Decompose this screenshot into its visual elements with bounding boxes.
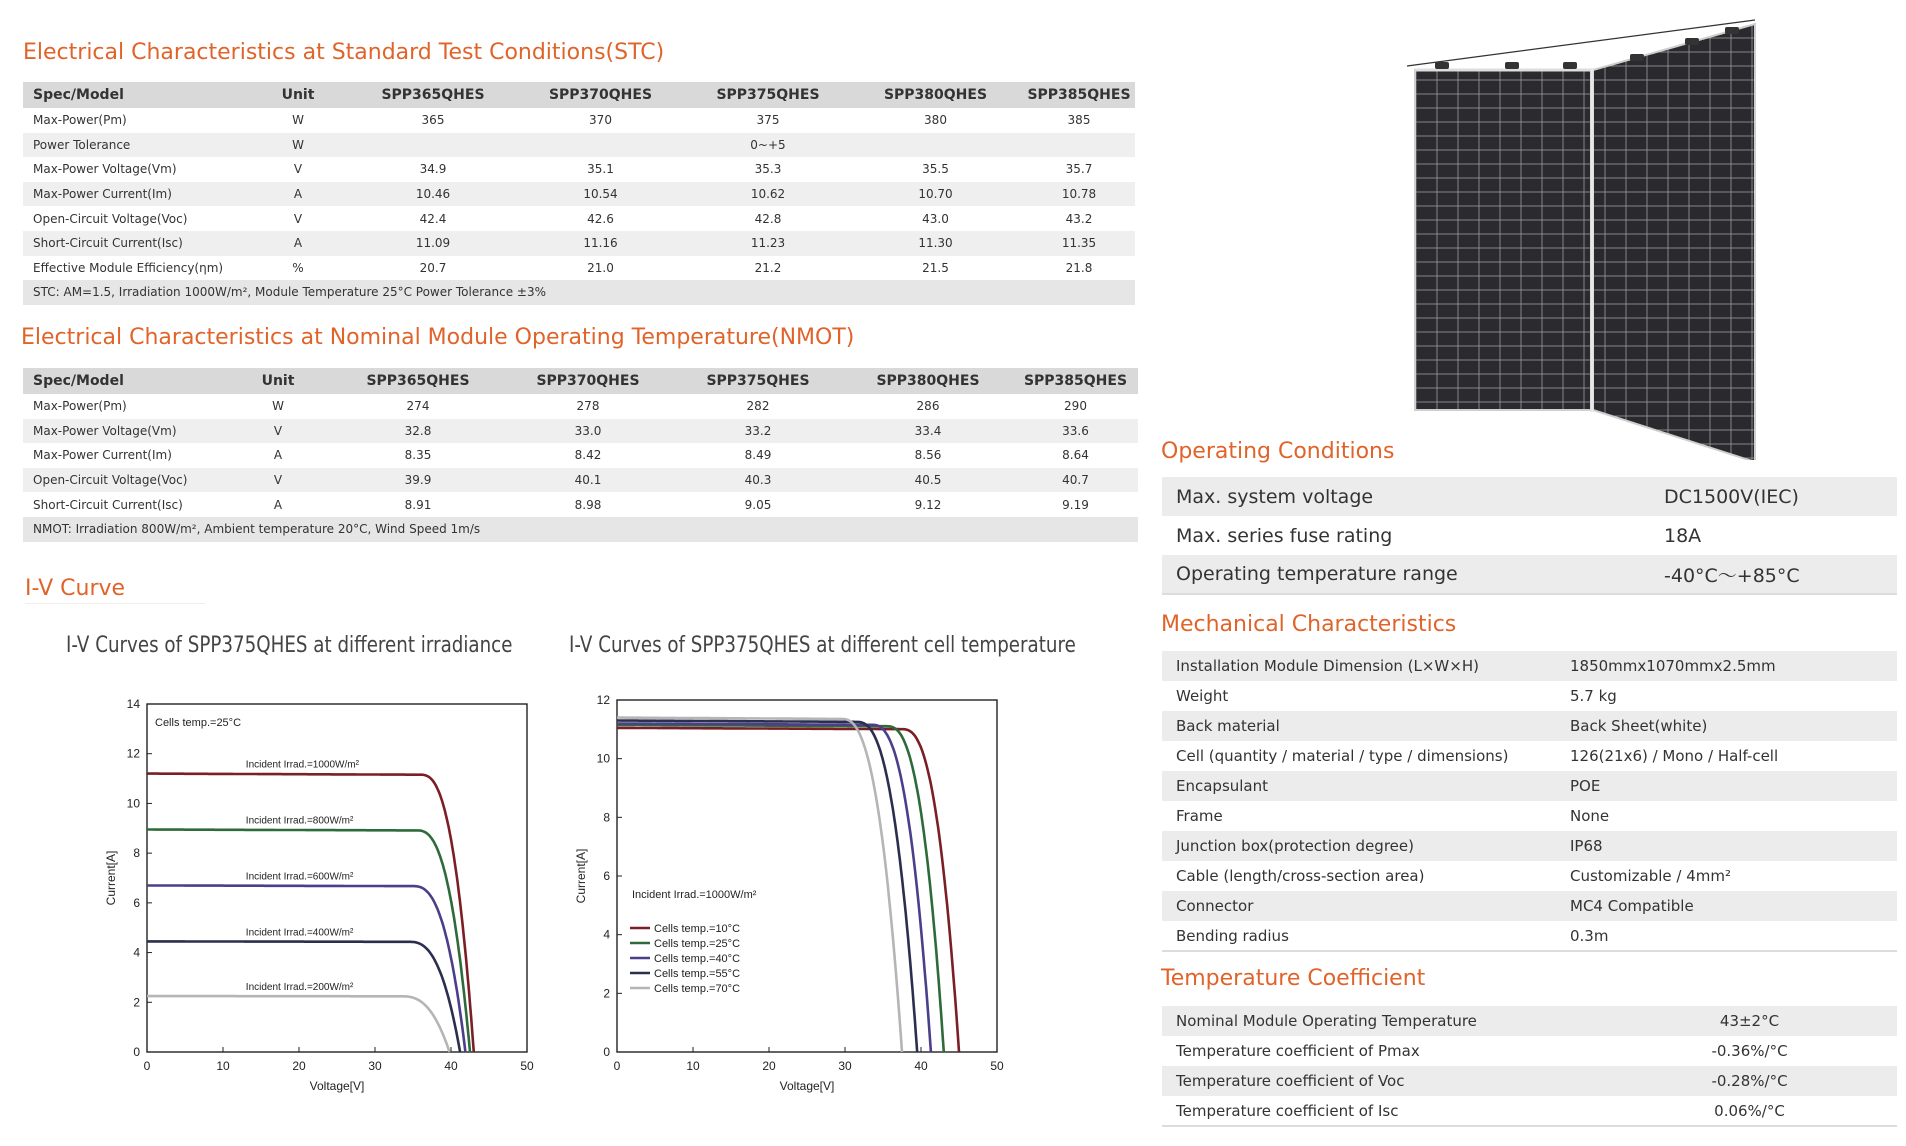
value-cell: 43.2 bbox=[1065, 211, 1093, 226]
value-cell: 40.5 bbox=[843, 468, 1013, 493]
chart-2-title: I-V Curves of SPP375QHES at different cell temperature bbox=[569, 633, 1076, 658]
y-tick-label: 6 bbox=[133, 895, 140, 910]
table-row bbox=[1162, 801, 1897, 831]
spec-label: Max-Power Current(Im) bbox=[33, 448, 172, 463]
spec-label: Max-Power(Pm) bbox=[33, 113, 127, 128]
value-cell: 8.91 bbox=[404, 497, 432, 512]
value-cell: 9.19 bbox=[1062, 497, 1089, 512]
table-row bbox=[1162, 477, 1897, 516]
table-row bbox=[1162, 891, 1897, 921]
table-row bbox=[1162, 555, 1897, 594]
value-cell: 34.9 bbox=[419, 162, 447, 177]
value-cell: 11.30 bbox=[848, 231, 1023, 256]
iv-chart-irradiance bbox=[60, 680, 540, 1100]
unit-cell: % bbox=[292, 260, 304, 275]
table-row bbox=[23, 468, 1138, 493]
table-note: NMOT: Irradiation 800W/m², Ambient temperature 20°C, Wind Speed 1m/s bbox=[23, 517, 1138, 542]
x-tick-label: 10 bbox=[216, 1059, 230, 1073]
table-row bbox=[1162, 651, 1897, 681]
legend-label: Cells temp.=10°C bbox=[654, 923, 741, 935]
series-label: Incident Irrad.=800W/m² bbox=[245, 815, 354, 827]
property-value: DC1500V(IEC) bbox=[1650, 477, 1897, 516]
property-label: Junction box(protection degree) bbox=[1162, 831, 1556, 861]
stc-header-model: SPP380QHES bbox=[848, 82, 1023, 108]
property-value: 0.06%/°C bbox=[1602, 1096, 1897, 1126]
value-cell: 10.54 bbox=[513, 182, 688, 207]
property-label: Installation Module Dimension (L×W×H) bbox=[1162, 651, 1556, 681]
stc-header-model: SPP365QHES bbox=[353, 82, 513, 108]
value-cell: 40.3 bbox=[673, 468, 843, 493]
stc-header-row bbox=[23, 82, 1135, 108]
value-cell: 10.62 bbox=[688, 182, 848, 207]
property-label: Bending radius bbox=[1162, 921, 1556, 951]
unit-cell: V bbox=[223, 468, 333, 493]
nmot-header-spec: Spec/Model bbox=[23, 368, 223, 394]
property-label: Temperature coefficient of Pmax bbox=[1176, 1042, 1420, 1060]
value-cell: 33.2 bbox=[673, 419, 843, 444]
property-value: 43±2°C bbox=[1602, 1006, 1897, 1036]
spec-label: Max-Power Current(Im) bbox=[23, 182, 243, 207]
stc-header-spec: Spec/Model bbox=[23, 82, 243, 108]
value-cell: 375 bbox=[756, 113, 780, 128]
y-tick-label: 10 bbox=[596, 751, 610, 766]
unit-cell: V bbox=[223, 419, 333, 444]
y-tick-label: 8 bbox=[603, 810, 610, 825]
x-tick-label: 20 bbox=[292, 1059, 306, 1073]
unit-cell: A bbox=[273, 497, 283, 512]
value-cell: 32.8 bbox=[333, 419, 503, 444]
spec-label: Max-Power Voltage(Vm) bbox=[23, 419, 223, 444]
property-label: Frame bbox=[1176, 807, 1223, 825]
y-tick-label: 12 bbox=[596, 693, 610, 707]
y-tick-label: 0 bbox=[603, 1045, 610, 1059]
value-cell: 35.1 bbox=[587, 162, 614, 177]
table-note: STC: AM=1.5, Irradiation 1000W/m², Module Temperature 25°C Power Tolerance ±3% bbox=[23, 280, 1135, 305]
legend-label: Cells temp.=25°C bbox=[654, 938, 741, 950]
property-label: Back material bbox=[1162, 711, 1556, 741]
property-label: Weight bbox=[1176, 687, 1229, 705]
nmot-header-model: SPP370QHES bbox=[503, 368, 673, 394]
x-tick-label: 0 bbox=[613, 1059, 621, 1073]
stc-table bbox=[23, 82, 1135, 305]
table-row bbox=[23, 256, 1135, 281]
value-cell: 385 bbox=[1067, 113, 1091, 128]
x-tick-label: 30 bbox=[838, 1059, 852, 1073]
table-row bbox=[23, 443, 1138, 468]
value-cell: 35.5 bbox=[922, 162, 949, 177]
x-axis-label: Voltage[V] bbox=[309, 1079, 365, 1093]
property-value: -0.36%/°C bbox=[1711, 1042, 1788, 1060]
value-cell bbox=[513, 133, 688, 158]
property-value: 126(21x6) / Mono / Half-cell bbox=[1570, 747, 1779, 765]
property-label: Temperature coefficient of Isc bbox=[1162, 1096, 1602, 1126]
x-tick-label: 50 bbox=[520, 1059, 534, 1073]
y-tick-label: 2 bbox=[133, 995, 140, 1010]
value-cell: 42.8 bbox=[754, 211, 782, 226]
value-cell: 11.35 bbox=[1023, 231, 1135, 256]
table-row bbox=[1162, 771, 1897, 801]
value-cell: 8.98 bbox=[574, 497, 602, 512]
property-label: Cable (length/cross-section area) bbox=[1176, 867, 1425, 885]
nmot-header-row bbox=[23, 368, 1138, 394]
chart-1-title: I-V Curves of SPP375QHES at different irradiance bbox=[66, 633, 513, 658]
table-row bbox=[23, 206, 1135, 231]
property-value: 0.3m bbox=[1556, 921, 1897, 951]
property-value: IP68 bbox=[1556, 831, 1897, 861]
value-cell: 274 bbox=[406, 399, 430, 414]
value-cell: 39.9 bbox=[333, 468, 503, 493]
stc-header-model: SPP385QHES bbox=[1023, 82, 1135, 108]
property-value: 18A bbox=[1664, 524, 1702, 547]
property-value: POE bbox=[1556, 771, 1897, 801]
operating-title: Operating Conditions bbox=[1161, 439, 1395, 464]
table-row bbox=[1162, 711, 1897, 741]
value-cell: 8.49 bbox=[744, 448, 772, 463]
property-label: Operating temperature range bbox=[1162, 555, 1650, 594]
table-note-row bbox=[23, 517, 1138, 542]
property-value: Back Sheet(white) bbox=[1556, 711, 1897, 741]
value-cell: 8.42 bbox=[574, 448, 602, 463]
series-label: Incident Irrad.=600W/m² bbox=[245, 871, 354, 883]
nmot-header-unit: Unit bbox=[223, 368, 333, 394]
property-value: -40°C～+85°C bbox=[1650, 555, 1897, 594]
unit-cell: W bbox=[292, 113, 304, 128]
table-note-row bbox=[23, 280, 1135, 305]
value-cell bbox=[1023, 133, 1135, 158]
stc-header-model: SPP370QHES bbox=[513, 82, 688, 108]
table-row bbox=[1162, 861, 1897, 891]
x-tick-label: 10 bbox=[686, 1059, 700, 1073]
value-cell: 33.4 bbox=[843, 419, 1013, 444]
unit-cell: W bbox=[243, 133, 353, 158]
value-cell: 35.3 bbox=[754, 162, 782, 177]
temperature-table bbox=[1162, 1006, 1897, 1127]
table-row bbox=[1162, 1036, 1897, 1066]
y-tick-label: 10 bbox=[126, 796, 140, 811]
table-row bbox=[1162, 1096, 1897, 1126]
unit-cell: A bbox=[243, 231, 353, 256]
spec-label: Short-Circuit Current(Isc) bbox=[23, 231, 243, 256]
temperature-title: Temperature Coefficient bbox=[1161, 966, 1426, 991]
table-row bbox=[1162, 831, 1897, 861]
nmot-header-model: SPP365QHES bbox=[333, 368, 503, 394]
property-value: MC4 Compatible bbox=[1556, 891, 1897, 921]
value-cell: 21.5 bbox=[922, 260, 949, 275]
value-cell: 21.0 bbox=[587, 260, 614, 275]
spec-label: Power Tolerance bbox=[23, 133, 243, 158]
unit-cell: A bbox=[243, 182, 353, 207]
value-cell: 286 bbox=[916, 399, 940, 414]
property-value: None bbox=[1570, 807, 1610, 825]
table-row bbox=[1162, 1066, 1897, 1096]
value-cell: 40.1 bbox=[503, 468, 673, 493]
property-value: -0.28%/°C bbox=[1602, 1066, 1897, 1096]
y-tick-label: 14 bbox=[126, 697, 140, 711]
value-cell: 10.46 bbox=[353, 182, 513, 207]
operating-table bbox=[1162, 477, 1897, 595]
series-label: Incident Irrad.=400W/m² bbox=[245, 927, 354, 939]
value-cell: 21.2 bbox=[754, 260, 782, 275]
iv-title-underline bbox=[25, 603, 205, 604]
value-cell: 21.8 bbox=[1065, 260, 1093, 275]
y-tick-label: 4 bbox=[603, 927, 610, 942]
iv-chart-temperature bbox=[540, 680, 1020, 1100]
stc-header-model: SPP375QHES bbox=[688, 82, 848, 108]
unit-cell: A bbox=[273, 448, 283, 463]
spec-label: Max-Power(Pm) bbox=[33, 399, 127, 414]
unit-cell: V bbox=[293, 162, 303, 177]
x-tick-label: 0 bbox=[143, 1059, 151, 1073]
table-row bbox=[1162, 741, 1897, 771]
x-tick-label: 50 bbox=[990, 1059, 1004, 1073]
value-cell: 42.4 bbox=[419, 211, 447, 226]
chart-annotation: Incident Irrad.=1000W/m² bbox=[632, 889, 757, 901]
property-value: 5.7 kg bbox=[1570, 687, 1617, 705]
table-row bbox=[1162, 681, 1897, 711]
value-cell: 9.05 bbox=[744, 497, 772, 512]
x-axis-label: Voltage[V] bbox=[779, 1079, 835, 1093]
y-tick-label: 12 bbox=[126, 746, 140, 761]
property-label: Nominal Module Operating Temperature bbox=[1162, 1006, 1602, 1036]
nmot-table bbox=[23, 368, 1138, 542]
y-tick-label: 0 bbox=[133, 1045, 140, 1059]
property-label: Cell (quantity / material / type / dimensions) bbox=[1176, 747, 1509, 765]
spec-label: Open-Circuit Voltage(Voc) bbox=[23, 468, 223, 493]
table-row bbox=[23, 231, 1135, 256]
y-axis-label: Current[A] bbox=[104, 850, 118, 906]
table-row bbox=[23, 182, 1135, 207]
stc-header-unit: Unit bbox=[243, 82, 353, 108]
value-cell: 8.64 bbox=[1062, 448, 1089, 463]
y-tick-label: 4 bbox=[133, 945, 140, 960]
value-cell: 8.56 bbox=[914, 448, 942, 463]
iv-curve-title: I-V Curve bbox=[25, 576, 126, 601]
spec-label: Max-Power Voltage(Vm) bbox=[33, 162, 177, 177]
nmot-title: Electrical Characteristics at Nominal Module Operating Temperature(NMOT) bbox=[21, 325, 855, 350]
mechanical-table bbox=[1162, 651, 1897, 952]
chart-annotation: Cells temp.=25°C bbox=[155, 717, 242, 729]
x-tick-label: 40 bbox=[914, 1059, 928, 1073]
table-row bbox=[23, 133, 1135, 158]
nmot-header-model: SPP380QHES bbox=[843, 368, 1013, 394]
property-label: Encapsulant bbox=[1162, 771, 1556, 801]
legend-label: Cells temp.=40°C bbox=[654, 953, 741, 965]
value-cell: 290 bbox=[1064, 399, 1087, 414]
value-cell: 43.0 bbox=[922, 211, 949, 226]
value-cell: 40.7 bbox=[1013, 468, 1138, 493]
solar-panel-image bbox=[1395, 10, 1775, 460]
property-label: Connector bbox=[1162, 891, 1556, 921]
y-axis-label: Current[A] bbox=[574, 848, 588, 904]
table-row bbox=[23, 419, 1138, 444]
value-cell: 380 bbox=[924, 113, 947, 128]
legend-label: Cells temp.=55°C bbox=[654, 968, 741, 980]
value-cell bbox=[848, 133, 1023, 158]
value-cell: 10.78 bbox=[1023, 182, 1135, 207]
value-cell: 8.35 bbox=[404, 448, 432, 463]
nmot-header-model: SPP385QHES bbox=[1013, 368, 1138, 394]
value-cell: 365 bbox=[421, 113, 445, 128]
spec-label: Open-Circuit Voltage(Voc) bbox=[33, 211, 188, 226]
nmot-header-model: SPP375QHES bbox=[673, 368, 843, 394]
table-row bbox=[1162, 1006, 1897, 1036]
table-row bbox=[23, 157, 1135, 182]
value-cell: 33.6 bbox=[1013, 419, 1138, 444]
legend-label: Cells temp.=70°C bbox=[654, 983, 741, 995]
y-tick-label: 6 bbox=[603, 869, 610, 883]
table-row bbox=[1162, 516, 1897, 555]
y-tick-label: 8 bbox=[133, 846, 140, 861]
property-value: Customizable / 4mm² bbox=[1570, 867, 1731, 885]
x-tick-label: 30 bbox=[368, 1059, 382, 1073]
value-cell: 42.6 bbox=[587, 211, 614, 226]
table-row bbox=[23, 492, 1138, 517]
x-tick-label: 40 bbox=[444, 1059, 458, 1073]
value-cell: 370 bbox=[589, 113, 612, 128]
spec-label: Short-Circuit Current(Isc) bbox=[33, 497, 183, 512]
unit-cell: W bbox=[272, 399, 284, 414]
value-cell bbox=[353, 133, 513, 158]
table-row bbox=[23, 394, 1138, 419]
mechanical-title: Mechanical Characteristics bbox=[1161, 612, 1457, 637]
value-cell: 10.70 bbox=[848, 182, 1023, 207]
y-tick-label: 2 bbox=[603, 986, 610, 1001]
property-label: Max. series fuse rating bbox=[1176, 524, 1393, 547]
spec-label: Effective Module Efficiency(ηm) bbox=[33, 260, 224, 275]
value-cell: 33.0 bbox=[503, 419, 673, 444]
x-tick-label: 20 bbox=[762, 1059, 776, 1073]
series-label: Incident Irrad.=200W/m² bbox=[245, 982, 354, 994]
value-cell: 278 bbox=[576, 399, 600, 414]
value-cell: 11.09 bbox=[353, 231, 513, 256]
property-label: Max. system voltage bbox=[1162, 477, 1650, 516]
property-value: 1850mmx1070mmx2.5mm bbox=[1556, 651, 1897, 681]
unit-cell: V bbox=[293, 211, 303, 226]
value-cell: 282 bbox=[746, 399, 770, 414]
stc-title: Electrical Characteristics at Standard Test Conditions(STC) bbox=[23, 40, 665, 65]
table-row bbox=[23, 108, 1135, 133]
series-label: Incident Irrad.=1000W/m² bbox=[245, 759, 359, 771]
value-cell: 11.23 bbox=[688, 231, 848, 256]
table-row bbox=[1162, 921, 1897, 951]
value-cell: 0~+5 bbox=[688, 133, 848, 158]
value-cell: 9.12 bbox=[914, 497, 942, 512]
property-label: Temperature coefficient of Voc bbox=[1162, 1066, 1602, 1096]
value-cell: 20.7 bbox=[419, 260, 447, 275]
value-cell: 35.7 bbox=[1065, 162, 1093, 177]
value-cell: 11.16 bbox=[513, 231, 688, 256]
